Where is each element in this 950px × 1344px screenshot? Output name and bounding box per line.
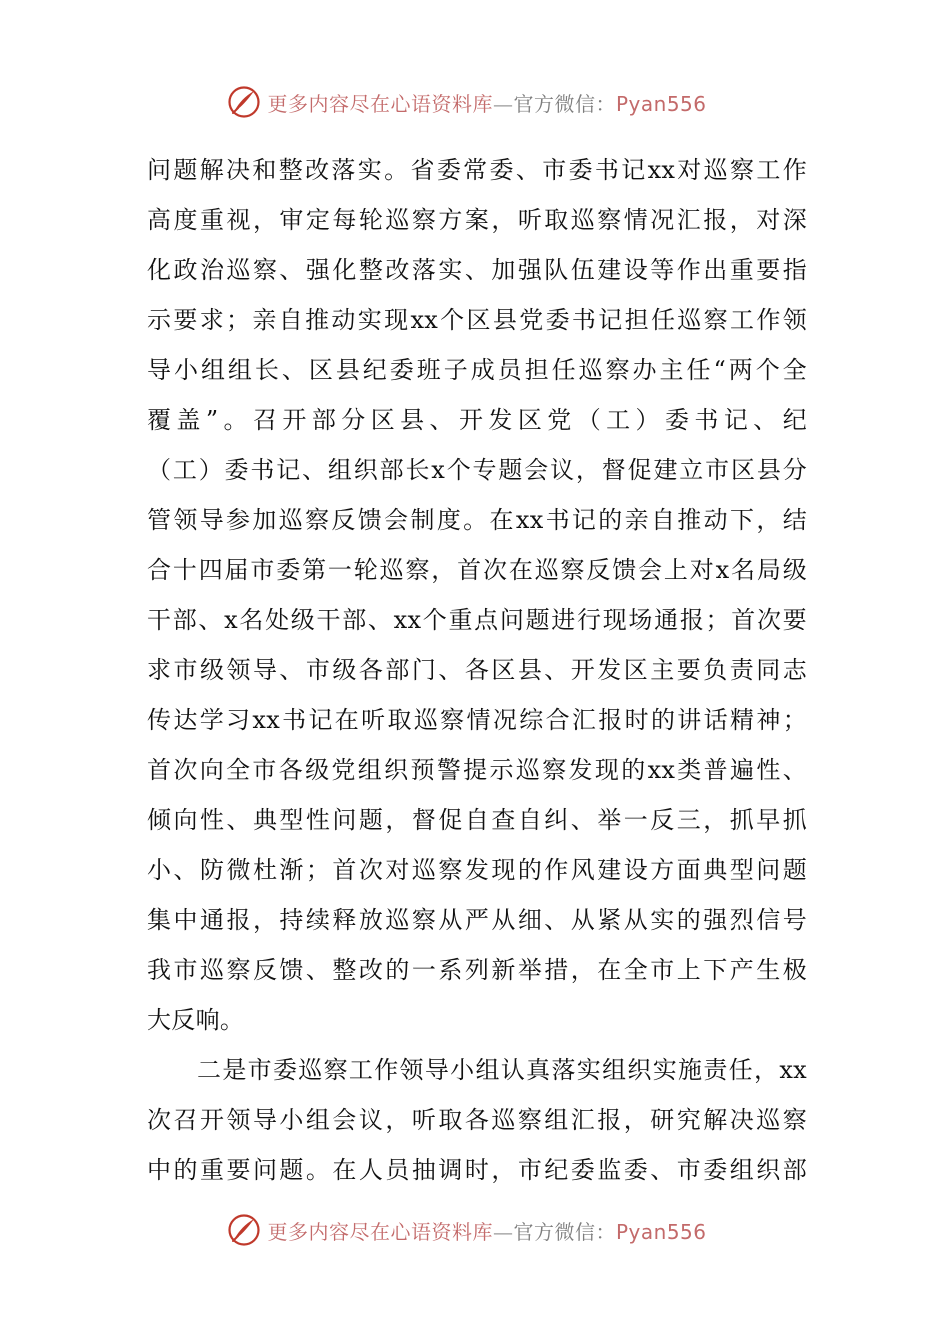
text-line: 干部、x名处级干部、xx个重点问题进行现场通报；首次要 — [147, 606, 807, 634]
header-watermark-banner — [0, 82, 950, 122]
text-line: 我市巡察反馈、整改的一系列新举措，在全市上下产生极 — [147, 956, 807, 984]
document-body — [147, 145, 807, 1195]
text-line: 示要求；亲自推动实现xx个区县党委书记担任巡察工作领 — [147, 306, 807, 334]
text-line: 集中通报，持续释放巡察从严从细、从紧从实的强烈信号 — [147, 906, 807, 934]
footer-watermark-banner — [0, 1210, 950, 1250]
text-line: 次召开领导小组会议，听取各巡察组汇报，研究解决巡察 — [147, 1106, 807, 1134]
paragraph — [147, 1045, 807, 1195]
text-line: 二是市委巡察工作领导小组认真落实组织实施责任，xx — [197, 1056, 807, 1084]
text-line: （工）委书记、组织部长x个专题会议，督促建立市区县分 — [147, 456, 807, 484]
text-line: 小、防微杜渐；首次对巡察发现的作风建设方面典型问题 — [147, 856, 807, 884]
text-line: 合十四届市委第一轮巡察，首次在巡察反馈会上对x名局级 — [147, 556, 807, 584]
paragraph — [147, 145, 807, 1045]
quill-logo-icon — [227, 85, 261, 119]
text-line: 问题解决和整改落实。省委常委、市委书记xx对巡察工作 — [147, 156, 807, 184]
text-line: 高度重视，审定每轮巡察方案，听取巡察情况汇报，对深 — [147, 206, 807, 234]
text-line: 中的重要问题。在人员抽调时，市纪委监委、市委组织部 — [147, 1156, 807, 1184]
text-line: 覆盖”。召开部分区县、开发区党（工）委书记、纪 — [147, 406, 807, 434]
quill-logo-icon — [227, 1213, 261, 1247]
text-line: 管领导参加巡察反馈会制度。在xx书记的亲自推动下，结 — [147, 506, 807, 534]
text-line: 倾向性、典型性问题，督促自查自纠、举一反三，抓早抓 — [147, 806, 807, 834]
text-line: 求市级领导、市级各部门、各区县、开发区主要负责同志 — [147, 656, 807, 684]
text-line: 大反响。 — [147, 1006, 245, 1034]
text-line: 传达学习xx书记在听取巡察情况综合汇报时的讲话精神； — [147, 706, 807, 734]
text-line: 首次向全市各级党组织预警提示巡察发现的xx类普遍性、 — [147, 756, 807, 784]
watermark-text: 更多内容尽在心语资料库—官方微信：Pyan556 — [267, 1219, 707, 1244]
text-line: 导小组组长、区县纪委班子成员担任巡察办主任“两个全 — [147, 356, 807, 384]
text-line: 化政治巡察、强化整改落实、加强队伍建设等作出重要指 — [147, 256, 807, 284]
watermark-text: 更多内容尽在心语资料库—官方微信：Pyan556 — [267, 91, 707, 116]
